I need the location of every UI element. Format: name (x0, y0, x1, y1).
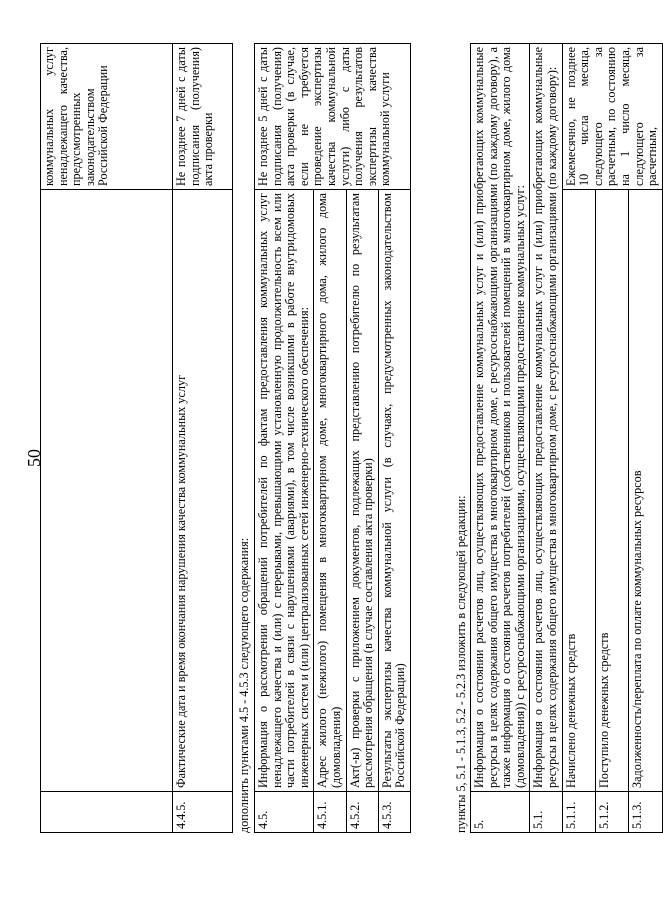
item-number: 5.1.2. (595, 792, 628, 833)
note-add-items: дополнить пунктами 4.5 - 4.5.3 следующего содержания: (237, 537, 251, 833)
table-3 (470, 43, 663, 833)
item-text: Акт(-ы) проверки с приложением документов, подлежащих представлению потребителю по результатам рассмотрения обращения (в случае составления акта проверки) (346, 190, 378, 792)
item-text: Информация о рассмотрении обращений потребителей по фактам предоставления коммунальных услуг ненадлежащего качества и (или) с перерывами, превышающими установленную продолжительность всем или части потребителей в связи с нарушениями (авариями), в том числе возникшими в работе внутридомовых инженерных систем и (или) централизованных сетей инженерно-технического обеспечения: (255, 190, 314, 792)
deadline-cell: коммунальных услуг ненадлежащего качества, предусмотренных законодательством Российской Федерации (41, 44, 173, 190)
item-number: 5. (471, 792, 530, 833)
item-text: Фактические дата и время окончания нарушения качества коммунальных услуг (173, 190, 233, 792)
item-number: 5.1.3. (629, 792, 662, 833)
deadline-cell: Ежемесячно, не позднее 10 числа месяца, следующего за расчетным, по состоянию на 1 число месяца, следующего за расчетным, (562, 44, 662, 190)
note-new-edition: пункты 5, 5.1 - 5.1.3, 5.2 - 5.2.3 изложить в следующей редакции: (454, 495, 468, 833)
table-row (471, 44, 530, 833)
table-row (173, 44, 233, 833)
item-number: 4.5.2. (346, 792, 378, 833)
deadline-cell: Не позднее 5 дней с даты подписания (получения) акта проверки (в случае, если не требуется проведение экспертизы качества коммунальной услуги) либо с даты получения результатов экспертизы качества коммунальной услуги (255, 44, 411, 190)
deadline-cell: Не позднее 7 дней с даты подписания (получения) акта проверки (173, 44, 233, 190)
table-row (255, 44, 314, 833)
item-number: 4.4.5. (173, 792, 233, 833)
table-2 (254, 43, 411, 833)
item-number: 5.1. (530, 792, 562, 833)
item-number: 4.5.1. (314, 792, 346, 833)
item-number: 4.5. (255, 792, 314, 833)
table-1 (40, 43, 233, 833)
item-text: Поступило денежных средств (595, 190, 628, 792)
table-row (530, 44, 562, 833)
item-text: Информация о состоянии расчетов лиц, осуществляющих предоставление коммунальных услуг и (или) приобретающих коммунальные ресурсы в целях содержания общего имущества в многоквартирном доме, с ресурсоснабжающими организациями (по каждому договору), а также информация о состоянии расчетов потребителей (собственников и пользователей помещений в многоквартирном доме, жилого дома (домовладения)) с ресурсоснабжающими организациями, осуществляющими предоставление коммунальных услуг: (471, 44, 530, 792)
item-text: Информация о состоянии расчетов лиц, осуществляющих предоставление коммунальных услуг и (или) приобретающих коммунальные ресурсы в целях содержания общего имущества в многоквартирном доме, с ресурсоснабжающими организациями (по каждому договору): (530, 44, 562, 792)
item-text: Задолженность/переплата по оплате коммунальных ресурсов (629, 190, 662, 792)
item-number: 5.1.1. (562, 792, 595, 833)
table-row (562, 44, 595, 833)
item-number: 4.5.3. (378, 792, 410, 833)
cell-empty (41, 792, 173, 833)
cell-empty (41, 190, 173, 792)
item-text: Начислено денежных средств (562, 190, 595, 792)
table-row (41, 44, 173, 833)
page-number: 50 (24, 449, 44, 467)
item-text: Адрес жилого (нежилого) помещения в многоквартирном доме, многоквартирного дома, жилого дома (домовладения) (314, 190, 346, 792)
item-text: Результаты экспертизы качества коммунальной услуги (в случаях, предусмотренных законодательством Российской Федерации) (378, 190, 410, 792)
